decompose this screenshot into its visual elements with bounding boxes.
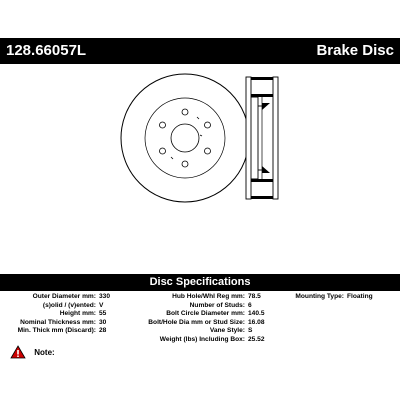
outer-plate-left [246, 77, 251, 199]
spec-label: (s)olid / (v)ented: [42, 301, 96, 309]
specifications-title: Disc Specifications [0, 274, 400, 291]
spec-label: Vane Style: [209, 327, 245, 335]
stud-hole [182, 161, 188, 167]
spec-row [118, 336, 298, 345]
header-bar [0, 38, 400, 64]
section-marker-top [262, 103, 270, 110]
part-number: 128.66057L [6, 42, 87, 59]
disc-front-view [121, 74, 249, 202]
spec-value: 16.08 [248, 318, 265, 326]
spec-label: Bolt/Hole Dia mm or Stud Size: [148, 318, 245, 326]
stud-hole [205, 148, 211, 154]
note-label: Note: [34, 347, 55, 357]
spec-label: Hub Hole/Whl Reg mm: [172, 293, 245, 300]
stud-hole [160, 122, 166, 128]
spec-row [118, 302, 298, 311]
spec-value: 6 [248, 301, 252, 309]
section-marker-bottom [262, 166, 270, 173]
spec-label: Mounting Type: [295, 293, 344, 300]
spec-value: 78.5 [248, 293, 261, 300]
spec-label: Outer Diameter mm: [32, 293, 96, 300]
product-type: Brake Disc [316, 42, 394, 59]
outer-plate-right [273, 77, 278, 199]
spec-label: Weight (lbs) Including Box: [159, 335, 245, 343]
spec-value: 330 [99, 293, 111, 300]
spec-row [118, 319, 298, 328]
disc-inner-ring [145, 98, 225, 178]
spec-label: Number of Studs: [189, 301, 245, 309]
stud-hole [160, 148, 166, 154]
hat-section [251, 97, 258, 179]
spec-value: 30 [99, 318, 107, 326]
spec-value: 25.52 [248, 335, 265, 343]
spec-label: Nominal Thickness mm: [20, 318, 96, 326]
spec-row [118, 310, 298, 319]
spec-label: Bolt Circle Diameter mm: [166, 310, 245, 318]
spec-row [290, 293, 400, 302]
spec-value: Floating [347, 293, 373, 300]
spec-value: V [99, 301, 104, 309]
warning-triangle-icon [10, 345, 26, 359]
spec-label: Min. Thick mm (Discard): [17, 327, 96, 335]
disc-outer-edge [121, 74, 249, 202]
hub-marks [171, 117, 202, 159]
disc-side-view [246, 77, 278, 199]
stud-holes [160, 109, 211, 167]
stud-hole [205, 122, 211, 128]
spec-column-middle [118, 293, 298, 345]
stud-hole [182, 109, 188, 115]
brake-disc-drawing [0, 64, 400, 272]
spec-label: Height mm: [59, 310, 96, 318]
spec-row [118, 327, 298, 336]
spec-column-right [290, 293, 400, 302]
spec-value: 140.5 [248, 310, 265, 318]
spec-row [118, 293, 298, 302]
spec-value: 55 [99, 310, 107, 318]
note-row [10, 345, 55, 359]
disc-hub-hole [171, 124, 199, 152]
spec-value: 28 [99, 327, 107, 335]
spec-value: S [248, 327, 253, 335]
